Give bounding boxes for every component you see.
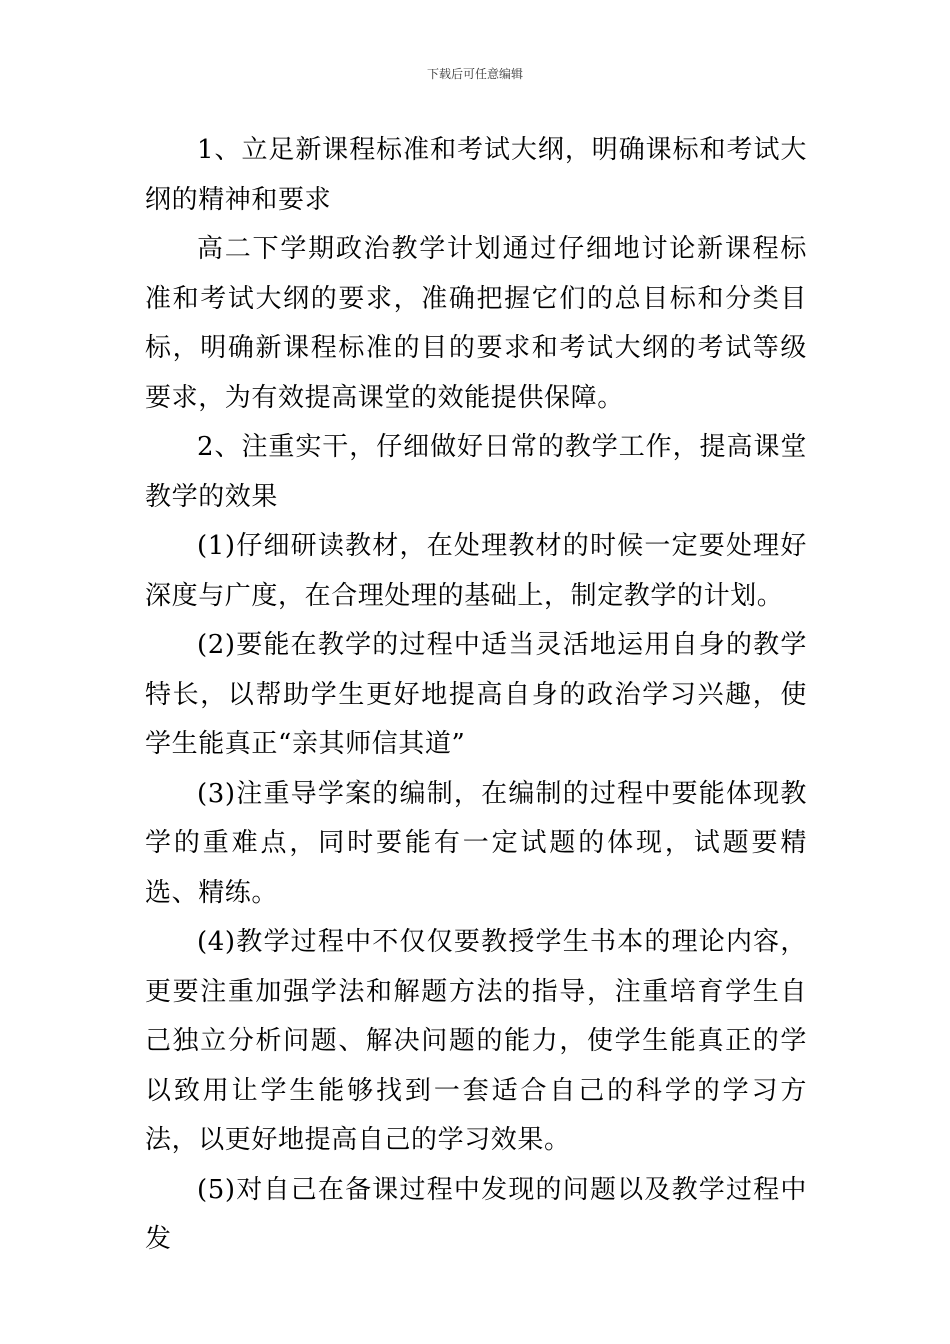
page-header: 下载后可任意编辑: [426, 67, 523, 81]
paragraph-item-1: (1)仔细研读教材，在处理教材的时候一定要处理好深度与广度，在合理处理的基础上，制定教学的计划。: [145, 531, 807, 611]
paragraph-item-2: (2)要能在教学的过程中适当灵活地运用自身的教学特长，以帮助学生更好地提高自身的政治学习兴趣，使学生能真正“亲其师信其道”: [145, 630, 807, 759]
paragraph-section-2-heading: 2、注重实干，仔细做好日常的教学工作，提高课堂教学的效果: [145, 432, 807, 512]
paragraph-section-1-body: 高二下学期政治教学计划通过仔细地讨论新课程标准和考试大纲的要求，准确把握它们的总目标和分类目标，明确新课程标准的目的要求和考试大纲的考试等级要求，为有效提高课堂的效能提供保障。: [145, 234, 807, 413]
document-body: [145, 126, 807, 1265]
paragraph-section-1-heading: 1、立足新课程标准和考试大纲，明确课标和考试大纲的精神和要求: [145, 135, 807, 215]
paragraph-item-5: (5)对自己在备课过程中发现的问题以及教学过程中发: [145, 1174, 807, 1254]
paragraph-item-4: (4)教学过程中不仅仅要教授学生书本的理论内容，更要注重加强学法和解题方法的指导，注重培育学生自己独立分析问题、解决问题的能力，使学生能真正的学以致用让学生能够找到一套适合自己的科学的学习方法，以更好地提高自己的学习效果。: [145, 927, 807, 1155]
paragraph-item-3: (3)注重导学案的编制，在编制的过程中要能体现教学的重难点，同时要能有一定试题的体现，试题要精选、精练。: [145, 778, 807, 908]
